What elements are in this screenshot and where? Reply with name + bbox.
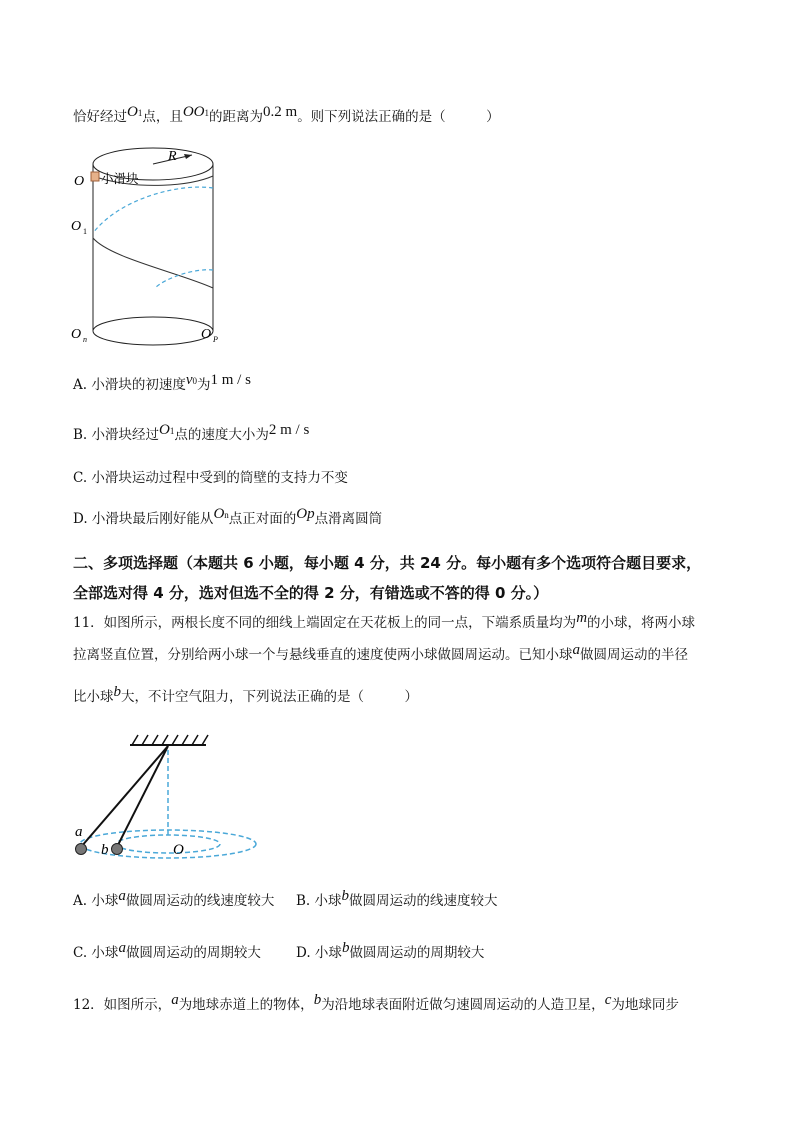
section2-heading-line1: 二、多项选择题（本题共 6 小题，每小题 4 分，共 24 分。每小题有多个选项符合题目要求， xyxy=(73,554,702,572)
ball-a xyxy=(76,844,87,855)
q11-option-a[interactable]: A. 小球a做圆周运动的线速度较大 xyxy=(73,888,275,909)
q11-option-b[interactable]: B. 小球b做圆周运动的线速度较大 xyxy=(296,888,498,909)
center-o-label: O xyxy=(173,842,184,858)
ball-b-label: b xyxy=(101,842,109,858)
q10-option-b[interactable]: B. 小滑块经过O1点的速度大小为2 m / s xyxy=(73,422,310,443)
cylinder-bottom-rim xyxy=(93,317,213,345)
svg-text:1: 1 xyxy=(83,227,87,236)
helix-front-path-2 xyxy=(93,238,213,288)
q12-stem-line1: 12．如图所示，a为地球赤道上的物体，b为沿地球表面附近做匀速圆周运动的人造卫星，c为地球同步 xyxy=(73,992,679,1013)
svg-text:P: P xyxy=(213,335,218,344)
helix-back-path xyxy=(93,187,213,233)
point-on-label: O xyxy=(71,327,82,342)
point-o1: O1 xyxy=(127,104,143,120)
cylinder-figure xyxy=(70,138,230,353)
q11-option-c[interactable]: C. 小球a做圆周运动的周期较大 xyxy=(73,940,261,961)
slider-block xyxy=(91,172,99,181)
helix-back-path-2 xyxy=(155,270,213,288)
distance-value: 0.2 m xyxy=(263,104,298,120)
q11-stem-line3: 比小球b大，不计空气阻力，下列说法正确的是（ ） xyxy=(73,684,418,705)
segment-oo1: OO1 xyxy=(182,104,210,120)
q10-option-a[interactable]: A. 小滑块的初速度v0为1 m / s xyxy=(73,372,251,393)
section2-heading-line2: 全部选对得 4 分，选对但选不全的得 2 分，有错选或不答的得 0 分。） xyxy=(73,584,549,602)
ball-a-label: a xyxy=(75,824,83,840)
orbit-b xyxy=(116,835,220,853)
pendulum-figure xyxy=(70,730,270,870)
svg-text:n: n xyxy=(83,335,87,344)
ball-b xyxy=(112,844,123,855)
q11-stem-line2: 拉离竖直位置，分别给两小球一个与悬线垂直的速度使两小球做圆周运动。已知小球a做圆周运动的半径 xyxy=(73,642,688,663)
point-o-label: O xyxy=(74,174,85,189)
q10-option-c[interactable]: C. 小滑块运动过程中受到的筒壁的支持力不变 xyxy=(73,470,348,486)
radius-label: R xyxy=(168,149,177,164)
q10-option-d[interactable]: D. 小滑块最后刚好能从On点正对面的Op点滑离圆筒 xyxy=(73,506,383,527)
ceiling-hatch xyxy=(132,735,208,745)
q11-stem-line1: 11．如图所示，两根长度不同的细线上端固定在天花板上的同一点，下端系质量均为m的小球，将两小球 xyxy=(73,610,696,631)
slider-label: 小滑块 xyxy=(101,172,139,186)
point-op-label: O xyxy=(201,327,212,342)
q10-stem-line: 恰好经过O1点，且OO1的距离为0.2 m。则下列说法正确的是（ ） xyxy=(73,104,500,125)
q11-option-d[interactable]: D. 小球b做圆周运动的周期较大 xyxy=(296,940,485,961)
point-o1-label: O xyxy=(71,219,82,234)
